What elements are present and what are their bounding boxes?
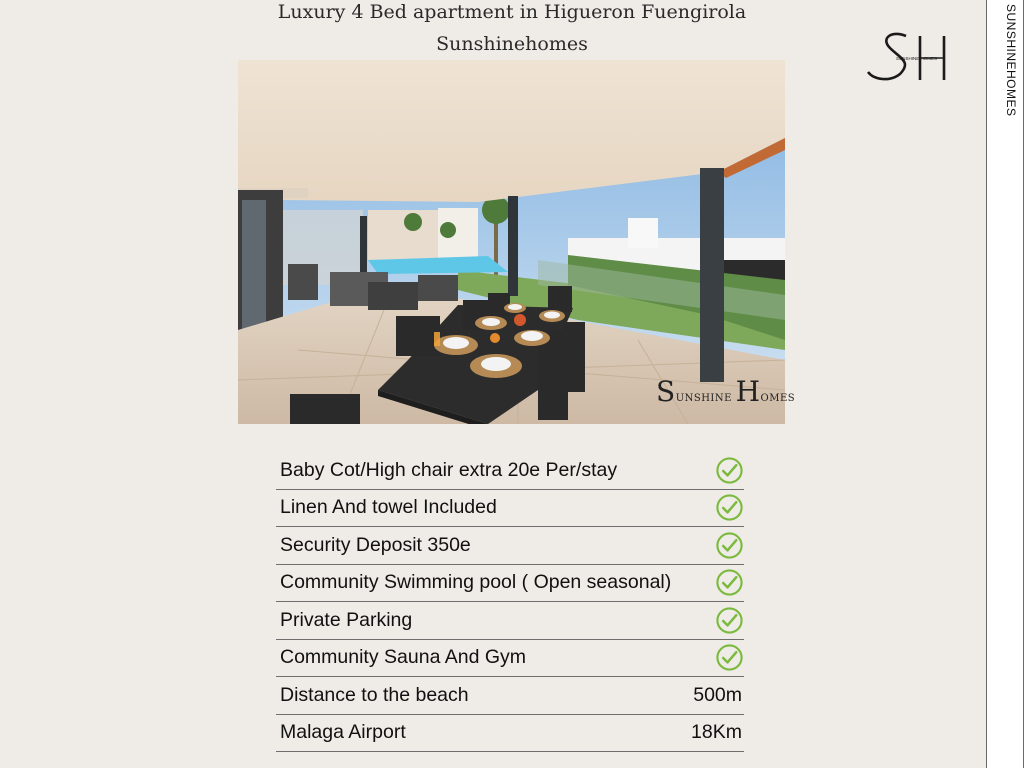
logo-small-text: SUNSHINE HOMES <box>896 56 938 61</box>
feature-row <box>276 715 744 753</box>
feature-label: Baby Cot/High chair extra 20e Per/stay <box>280 458 618 481</box>
brand-logo <box>866 30 952 86</box>
feature-label: Linen And towel Included <box>280 496 497 519</box>
feature-value: 18Km <box>691 721 742 744</box>
feature-row <box>276 527 744 565</box>
photo-watermark: SUNSHINE HOMES <box>656 375 796 408</box>
check-circle-icon <box>715 568 744 597</box>
check-circle-icon <box>715 606 744 635</box>
page-subtitle: Sunshinehomes <box>436 33 588 55</box>
check-circle-icon <box>715 493 744 522</box>
check-circle-icon <box>715 456 744 485</box>
feature-row <box>276 565 744 603</box>
feature-label: Private Parking <box>280 608 413 631</box>
feature-label: Security Deposit 350e <box>280 533 471 556</box>
feature-label: Malaga Airport <box>280 721 406 744</box>
page-title: Luxury 4 Bed apartment in Higueron Fuengirola <box>277 1 747 23</box>
feature-label: Community Swimming pool ( Open seasonal) <box>280 571 672 594</box>
property-photo <box>238 60 785 424</box>
feature-label: Community Sauna And Gym <box>280 646 527 669</box>
feature-row <box>276 452 744 490</box>
check-circle-icon <box>715 531 744 560</box>
features-list <box>276 452 744 752</box>
check-circle-icon <box>715 643 744 672</box>
side-brand-label: SUNSHINEHOMES <box>1004 4 1018 117</box>
feature-row <box>276 640 744 678</box>
feature-value: 500m <box>693 683 742 706</box>
feature-row <box>276 602 744 640</box>
feature-row <box>276 490 744 528</box>
feature-row <box>276 677 744 715</box>
feature-label: Distance to the beach <box>280 683 469 706</box>
